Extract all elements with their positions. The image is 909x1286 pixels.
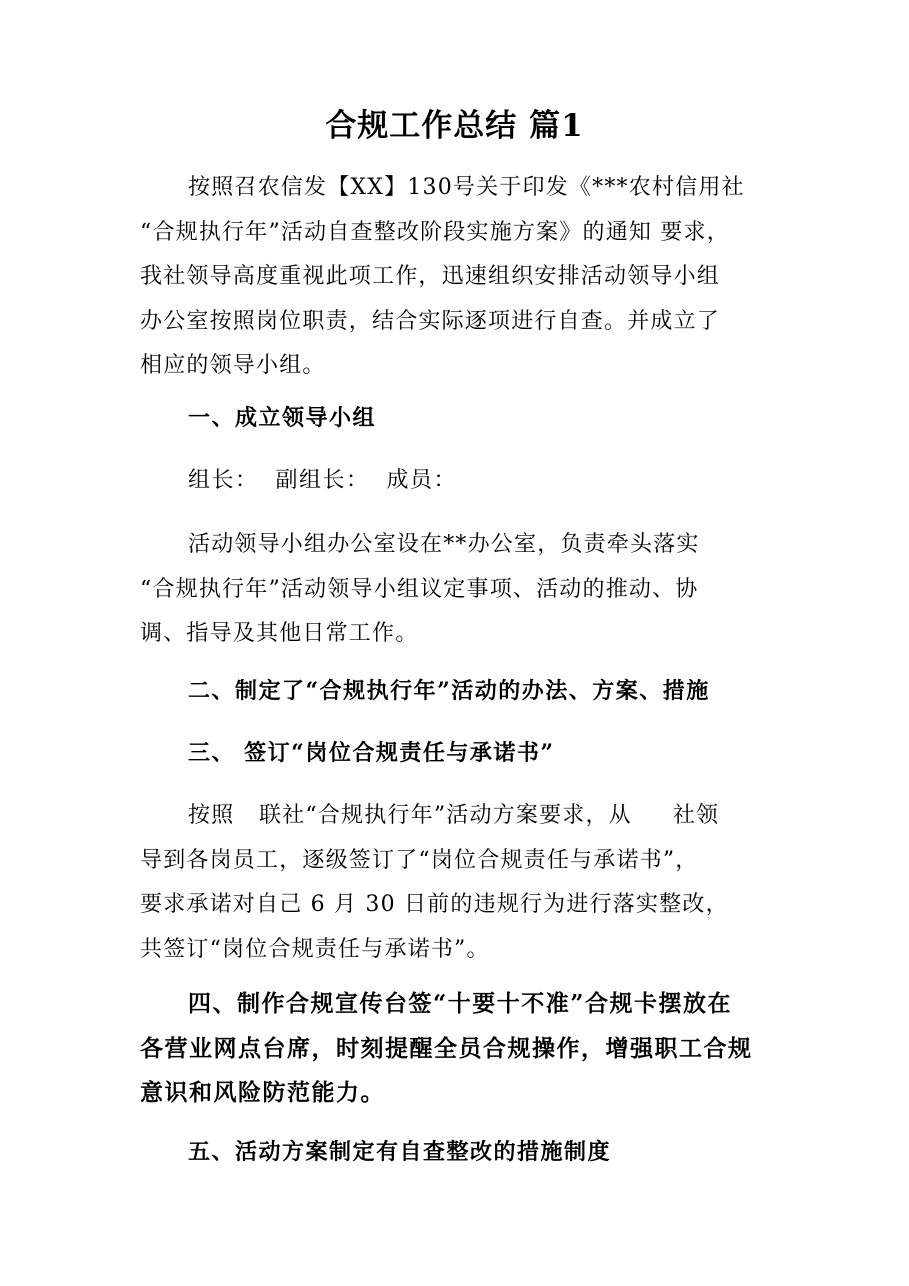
sign-line: 要求承诺对自己 6 月 30 日前的违规行为进行落实整改，	[140, 892, 729, 917]
intro-line: “合规执行年”活动自查整改阶段实施方案》的通知 要求，	[140, 219, 730, 245]
office-paragraph	[140, 523, 776, 657]
intro-line: 按照召农信发【XX】130号关于印发《***农村信用社	[188, 175, 745, 200]
sign-paragraph	[140, 794, 776, 972]
intro-paragraph	[140, 166, 776, 389]
sign-line: 导到各岗员工，逐级签订了“岗位合规责任与承诺书”，	[140, 847, 699, 873]
section-2-heading: 二、制定了“合规执行年”活动的办法、方案、措施	[188, 678, 710, 704]
section-4-line: 四、制作合规宣传台签“十要十不准”合规卡摆放在	[188, 990, 732, 1017]
document-title: 合规工作总结 篇1	[325, 108, 584, 144]
sign-line: 按照 联社“合规执行年”活动方案要求，从 社领	[188, 803, 720, 828]
section-4-line: 意识和风险防范能力。	[140, 1079, 385, 1106]
section-4-paragraph	[140, 982, 780, 1116]
intro-line: 办公室按照岗位职责，结合实际逐项进行自查。并成立了	[140, 308, 721, 334]
sign-line: 共签订“岗位合规责任与承诺书”。	[140, 936, 490, 962]
intro-line: 相应的领导小组。	[140, 353, 326, 378]
section-3-heading: 三、 签订“岗位合规责任与承诺书”	[188, 740, 555, 766]
members-line: 组长： 副组长： 成员：	[188, 468, 457, 493]
section-4-line: 各营业网点台席，时刻提醒全员合规操作，增强职工合规	[140, 1034, 753, 1062]
section-1-heading: 一、成立领导小组	[188, 405, 377, 431]
intro-line: 我社领导高度重视此项工作，迅速组织安排活动领导小组	[140, 264, 721, 289]
section-5-heading: 五、活动方案制定有自查整改的措施制度	[188, 1139, 612, 1165]
office-line: “合规执行年”活动领导小组议定事项、活动的推动、协	[140, 576, 699, 602]
office-line: 活动领导小组办公室设在**办公室，负责牵头落实	[188, 532, 700, 557]
office-line: 调、指导及其他日常工作。	[140, 621, 419, 646]
